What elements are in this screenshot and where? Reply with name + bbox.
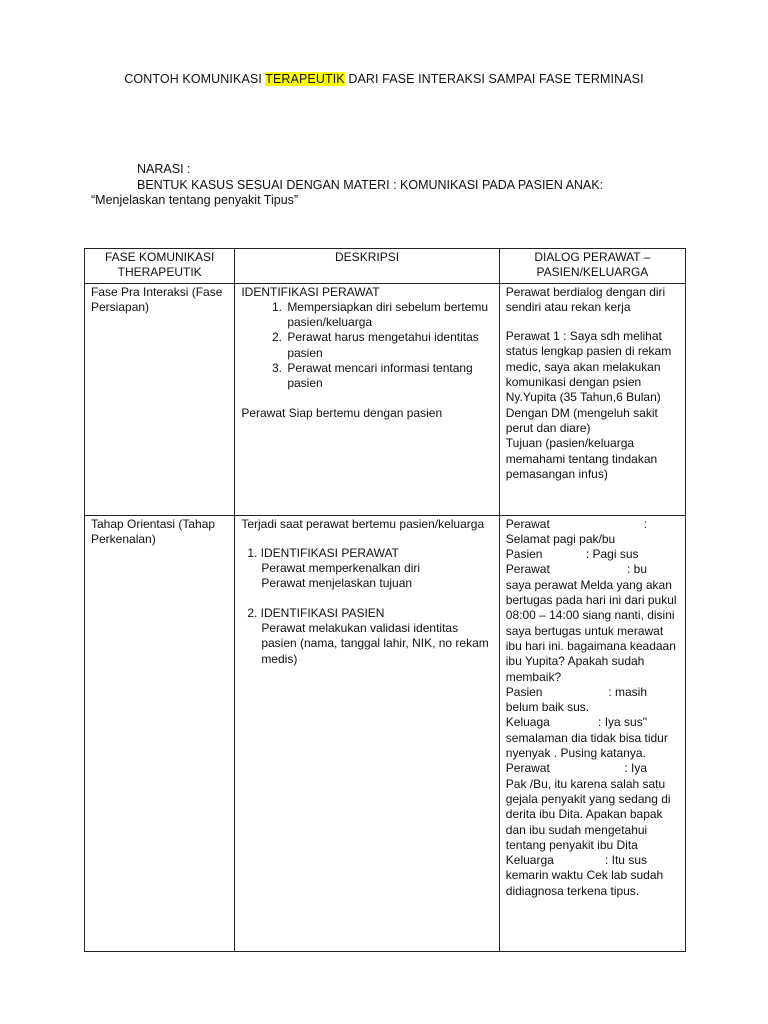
dialog-speaker: Perawat <box>505 761 550 776</box>
dialog-colon: : masih <box>608 684 647 699</box>
row1-deskripsi <box>235 283 499 515</box>
dialog-colon: : Pagi sus <box>585 547 639 562</box>
row1-desc-title: IDENTIFIKASI PERAWAT <box>241 284 380 299</box>
dialog-text: Selamat pagi pak/bu <box>505 531 616 546</box>
dialog-colon: : Iya <box>624 761 647 776</box>
row2-sec1-line1: Perawat memperkenalkan diri <box>261 561 421 576</box>
row2-sec2-body: Perawat melakukan validasi identitas pasien (nama, tanggal lahir, NIK, no rekam medis) <box>261 621 489 666</box>
row2-dialog <box>499 515 685 951</box>
row2-sec1-title: 1. IDENTIFIKASI PERAWAT <box>247 545 399 560</box>
table-row <box>85 283 686 515</box>
row1-dialog <box>499 283 685 515</box>
row1-dialog-4: Tujuan (pasien/keluarga memahami tentang tindakan pemasangan infus) <box>505 436 658 481</box>
dialog-colon: : <box>643 516 647 531</box>
dialog-entry <box>506 547 679 562</box>
dialog-text: belum baik sus. <box>505 700 590 715</box>
row1-fase: Fase Pra Interaksi (Fase Persiapan) <box>85 283 235 515</box>
list-item: 2. Perawat harus mengetahui identitas pasien <box>285 330 492 361</box>
row2-sec1-line2: Perawat menjelaskan tujuan <box>261 576 413 591</box>
header-dialog: DIALOG PERAWAT – PASIEN/KELUARGA <box>499 249 685 284</box>
dialog-speaker: Keluaga <box>505 715 550 730</box>
dialog-text: kemarin waktu Cek lab sudah didiagnosa terkena tipus. <box>505 868 664 898</box>
bentuk-kasus-line: BENTUK KASUS SESUAI DENGAN MATERI : KOMUNIKASI PADA PASIEN ANAK: <box>137 178 604 192</box>
document-title <box>0 72 768 86</box>
dialog-entry <box>506 562 679 684</box>
communication-table <box>84 248 686 952</box>
row1-desc-footer: Perawat Siap bertemu dengan pasien <box>241 405 443 420</box>
row2-desc-intro: Terjadi saat perawat bertemu pasien/keluarga <box>241 516 485 531</box>
header-fase: FASE KOMUNIKASI THERAPEUTIK <box>85 249 235 284</box>
row1-steps-list <box>241 300 492 392</box>
row2-deskripsi <box>235 515 499 951</box>
dialog-speaker: Perawat <box>505 562 550 577</box>
list-item: 1. Mempersiapkan diri sebelum bertemu pasien/keluarga <box>285 300 492 331</box>
table-header-row <box>85 249 686 284</box>
dialog-text: semalaman dia tidak bisa tidur nyenyak . Pusing katanya. <box>505 730 668 761</box>
row2-fase: Tahap Orientasi (Tahap Perkenalan) <box>85 515 235 951</box>
row1-dialog-3: Dengan DM (mengeluh sakit perut dan diare) <box>505 405 658 435</box>
dialog-colon: : Iya sus" <box>598 715 647 730</box>
dialog-text: Pak /Bu, itu karena salah satu gejala penyakit yang sedang di derita ibu Dita. Apakan bapak dan ibu sudah mengetahui tentang penyakit ibu Dita <box>505 776 671 852</box>
list-item: 3. Perawat mencari informasi tentang pasien <box>285 361 492 392</box>
dialog-speaker: Pasien <box>505 547 543 562</box>
narasi-label: NARASI : <box>137 162 191 176</box>
dialog-entry <box>506 517 679 548</box>
dialog-entry <box>506 853 679 899</box>
table-row <box>85 515 686 951</box>
dialog-colon: : Itu sus <box>604 853 647 868</box>
dialog-speaker: Keluarga <box>505 853 554 868</box>
case-quote: “Menjelaskan tentang penyakit Tipus” <box>91 193 299 207</box>
header-deskripsi: DESKRIPSI <box>235 249 499 284</box>
row2-sec2-title: 2. IDENTIFIKASI PASIEN <box>247 605 385 620</box>
dialog-text: saya perawat Melda yang akan bertugas pada hari ini dari pukul 08:00 – 14:00 siang nanti, disini saya bertugas untuk merawat ibu hari ini. bagaimana keadaan ibu Yupita? Apakah sudah membaik? <box>505 577 677 684</box>
dialog-entry <box>506 761 679 853</box>
dialog-entry <box>506 715 679 761</box>
title-text-start: CONTOH KOMUNIKASI <box>124 72 266 86</box>
dialog-speaker: Pasien <box>505 684 543 699</box>
dialog-colon: : bu <box>626 562 647 577</box>
row1-dialog-1: Perawat berdialog dengan diri sendiri atau rekan kerja <box>505 284 666 314</box>
dialog-entry <box>506 685 679 716</box>
row1-dialog-2: Perawat 1 : Saya sdh melihat status lengkap pasien di rekam medic, saya akan melakukan komunikasi dengan psien Ny.Yupita (35 Tahun,6 Bulan) <box>505 329 672 405</box>
title-text-end: DARI FASE INTERAKSI SAMPAI FASE TERMINASI <box>344 72 644 86</box>
title-highlighted-word: TERAPEUTIK <box>265 72 345 86</box>
dialog-speaker: Perawat <box>505 516 550 531</box>
